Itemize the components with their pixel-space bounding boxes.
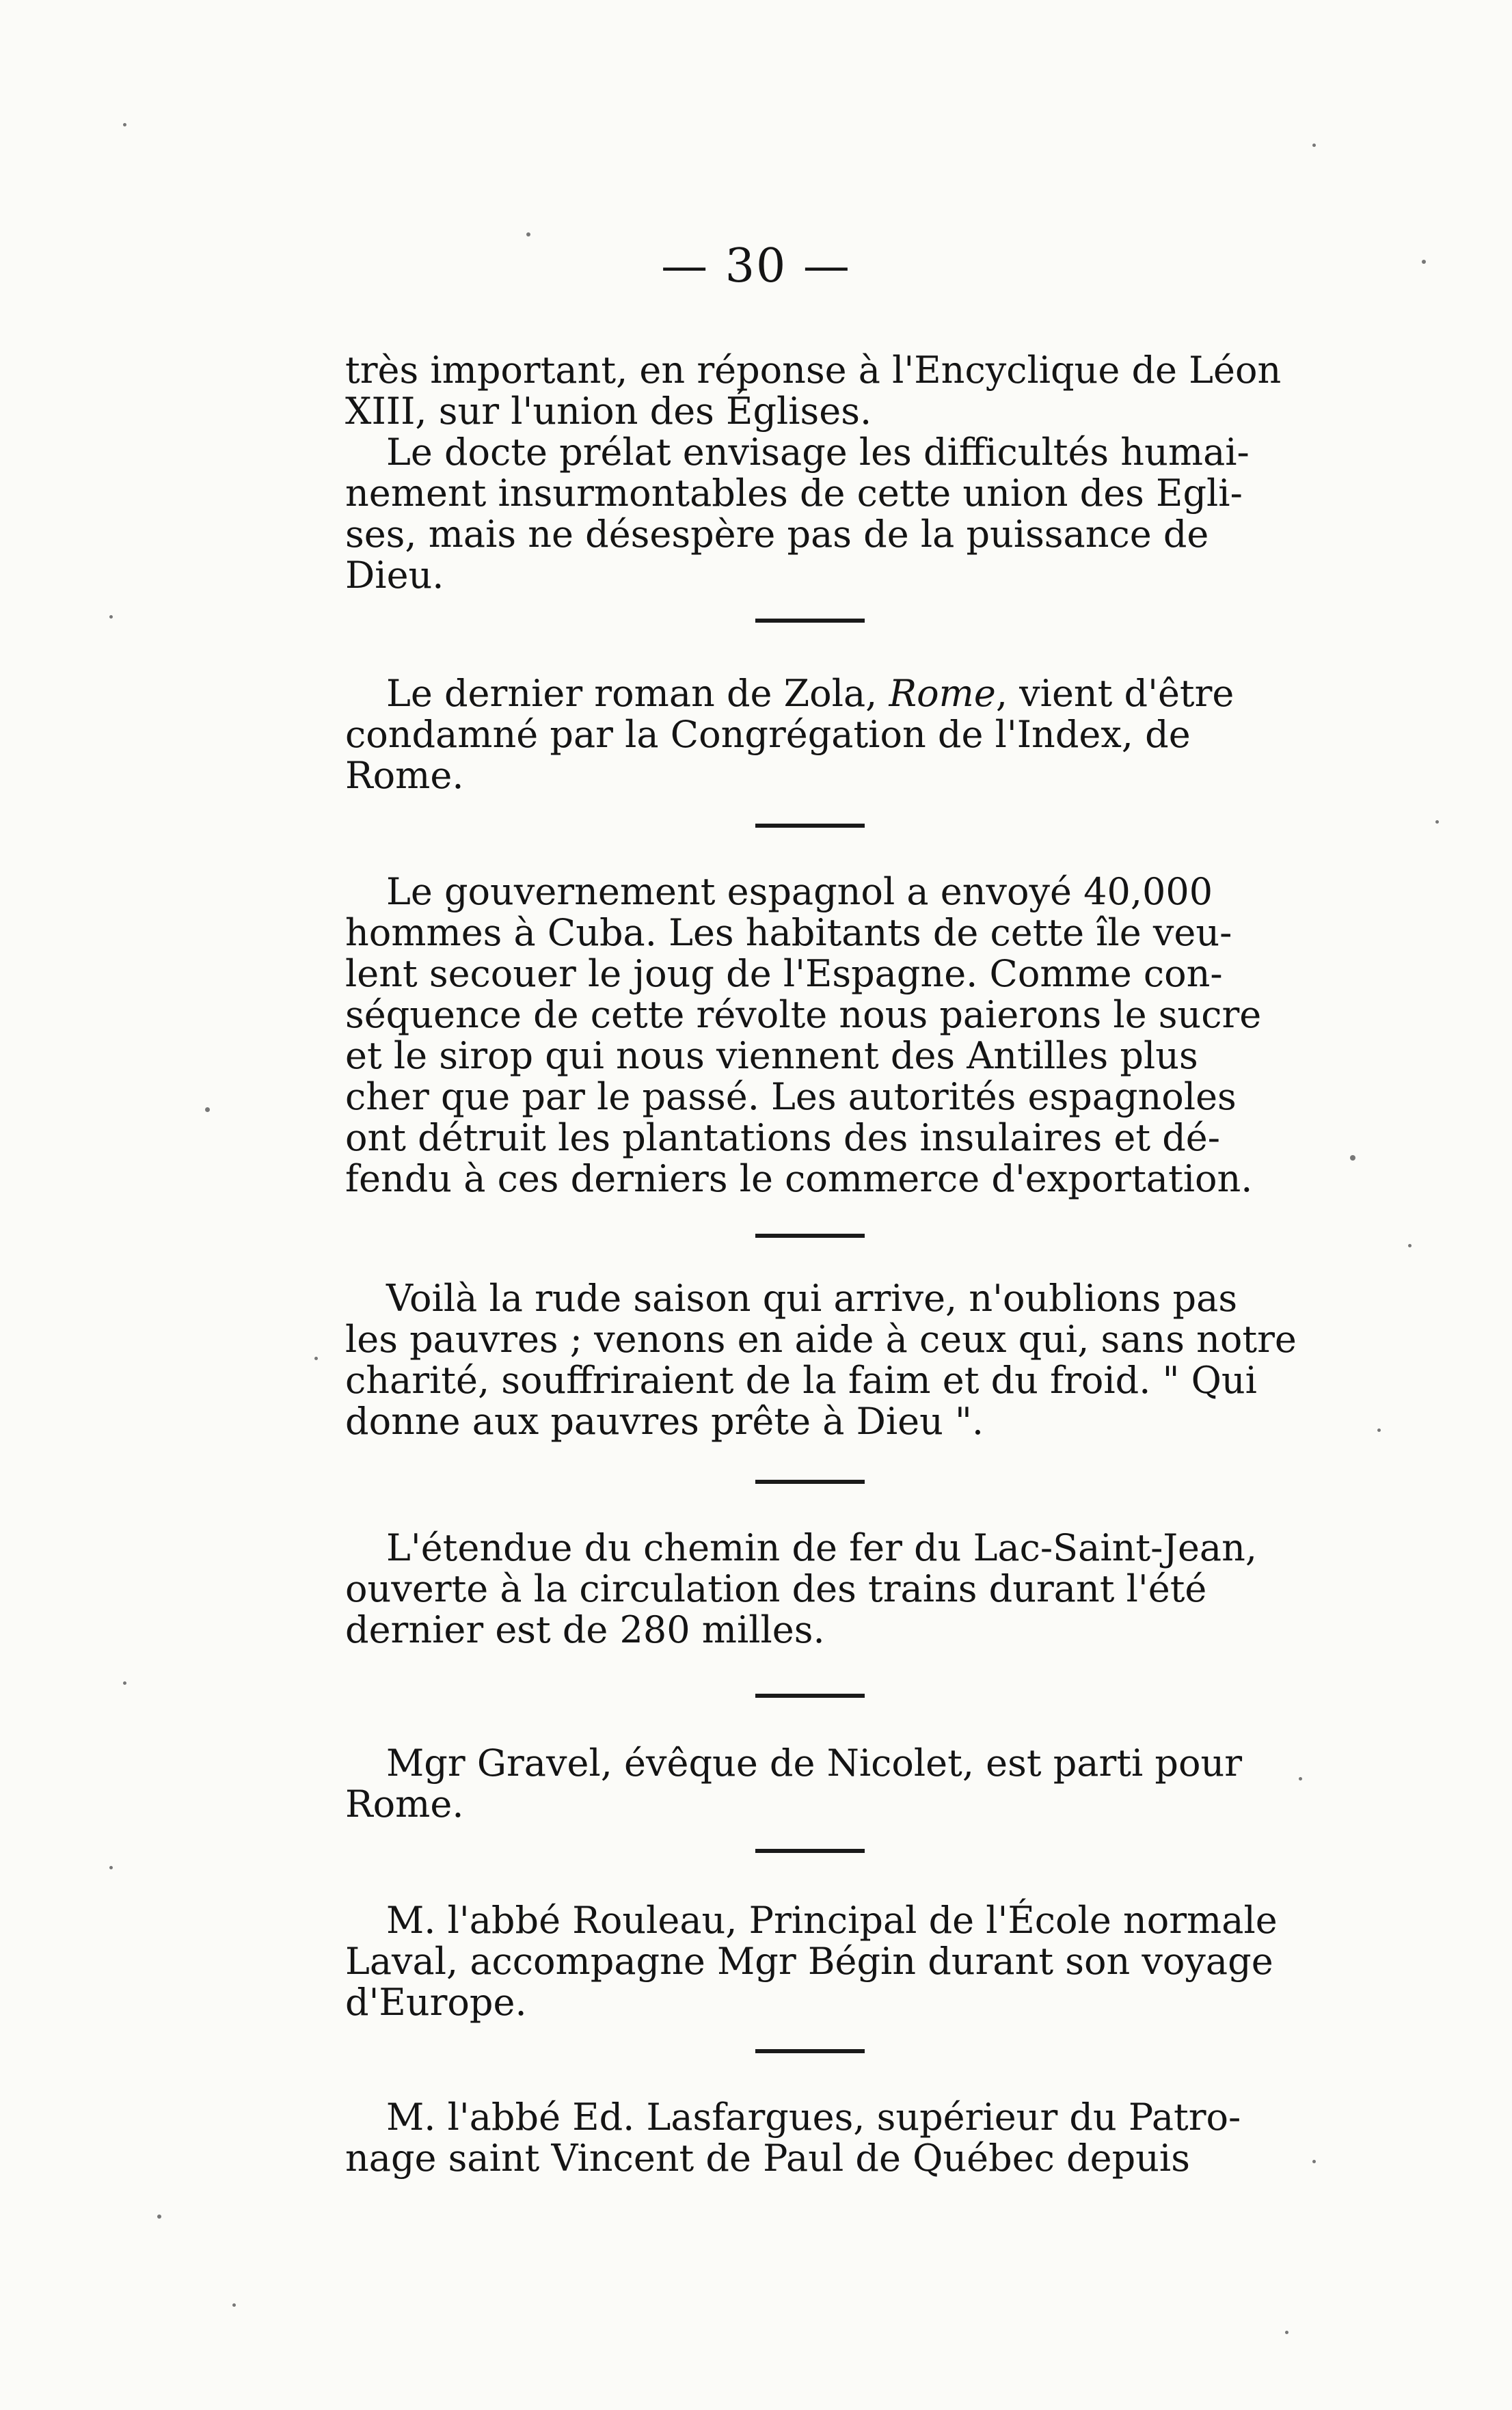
text-line: L'étendue du chemin de fer du Lac-Saint-Jean, [386, 1526, 1258, 1569]
scan-speck [1312, 2160, 1316, 2163]
paragraph-saison [345, 1277, 1297, 1443]
text-line: très important, en réponse à l'Encyclique de Léon [345, 349, 1282, 392]
scan-speck [232, 2303, 236, 2307]
paragraph-rouleau [345, 1900, 1285, 2023]
scan-speck [1312, 144, 1316, 147]
text-line: Rome. [345, 1783, 464, 1826]
text-line: hommes à Cuba. Les habitants de cette île veu- [345, 911, 1232, 954]
scan-speck [1422, 260, 1426, 264]
text-line: ont détruit les plantations des insulaires et dé- [345, 1116, 1220, 1159]
scan-speck [1350, 1155, 1355, 1161]
scan-speck [1285, 2331, 1288, 2334]
text-line: nement insurmontables de cette union des Egli- [345, 472, 1243, 515]
book-title: Rome [889, 672, 996, 715]
paragraph-lasfargues [345, 2097, 1285, 2179]
text-line: lent secouer le joug de l'Espagne. Comme con- [345, 952, 1223, 995]
text-line: Le gouvernement espagnol a envoyé 40,000 [386, 870, 1213, 913]
scan-speck [109, 1866, 113, 1869]
text-line [345, 673, 1285, 714]
text-line: M. l'abbé Rouleau, Principal de l'École normale [386, 1899, 1278, 1942]
text-line: Laval, accompagne Mgr Bégin durant son voyage [345, 1940, 1273, 1983]
scan-speck [526, 232, 530, 236]
text-line: ses, mais ne désespère pas de la puissance de [345, 513, 1209, 556]
scan-speck [123, 123, 126, 126]
text-line: fendu à ces derniers le commerce d'exportation. [345, 1157, 1253, 1200]
scan-speck [1435, 820, 1439, 824]
text-line: les pauvres ; venons en aide à ceux qui, sans notre [345, 1318, 1297, 1361]
separator-rule [755, 824, 865, 828]
text-line: Mgr Gravel, évêque de Nicolet, est parti pour [386, 1742, 1243, 1785]
paragraph-encyclique [345, 350, 1285, 596]
text-line: XIII, sur l'union des Églises. [345, 390, 872, 433]
scan-speck [314, 1357, 318, 1360]
scan-speck [1299, 1777, 1302, 1781]
scan-speck [1377, 1429, 1381, 1432]
text-run: , vient d'être [995, 672, 1234, 715]
text-line: nage saint Vincent de Paul de Québec depuis [345, 2137, 1190, 2180]
separator-rule [755, 1234, 865, 1238]
scan-speck [123, 1681, 126, 1685]
text-line: ouverte à la circulation des trains durant l'été [345, 1567, 1207, 1610]
text-line: cher que par le passé. Les autorités espagnoles [345, 1075, 1237, 1118]
text-line: séquence de cette révolte nous paierons le sucre [345, 993, 1262, 1036]
text-line: Dieu. [345, 554, 444, 597]
text-line: d'Europe. [345, 1981, 527, 2024]
page-number: — 30 — [661, 239, 851, 293]
separator-rule [755, 619, 865, 623]
paragraph-cuba [345, 871, 1285, 1200]
text-line: donne aux pauvres prête à Dieu ". [345, 1400, 984, 1443]
scan-speck [157, 2215, 161, 2219]
paragraph-gravel [345, 1743, 1285, 1825]
text-line: M. l'abbé Ed. Lasfargues, supérieur du Patro- [386, 2096, 1241, 2139]
paragraph-chemin [345, 1528, 1285, 1651]
separator-rule [755, 1849, 865, 1853]
scan-speck [205, 1107, 210, 1112]
scan-speck [1408, 1244, 1412, 1247]
text-line: Rome. [345, 754, 464, 797]
text-line: charité, souffriraient de la faim et du froid. " Qui [345, 1359, 1257, 1402]
text-line: Le docte prélat envisage les difficultés humai- [386, 431, 1250, 474]
paragraph-zola [345, 673, 1285, 796]
text-line: dernier est de 280 milles. [345, 1608, 825, 1651]
scan-speck [109, 615, 113, 619]
separator-rule [755, 1480, 865, 1484]
text-line: et le sirop qui nous viennent des Antilles plus [345, 1034, 1198, 1077]
text-line: Voilà la rude saison qui arrive, n'oublions pas [386, 1277, 1238, 1320]
separator-rule [755, 2049, 865, 2053]
text-line: condamné par la Congrégation de l'Index, de [345, 713, 1191, 756]
text-run: Le dernier roman de Zola, [386, 672, 889, 715]
separator-rule [755, 1694, 865, 1698]
